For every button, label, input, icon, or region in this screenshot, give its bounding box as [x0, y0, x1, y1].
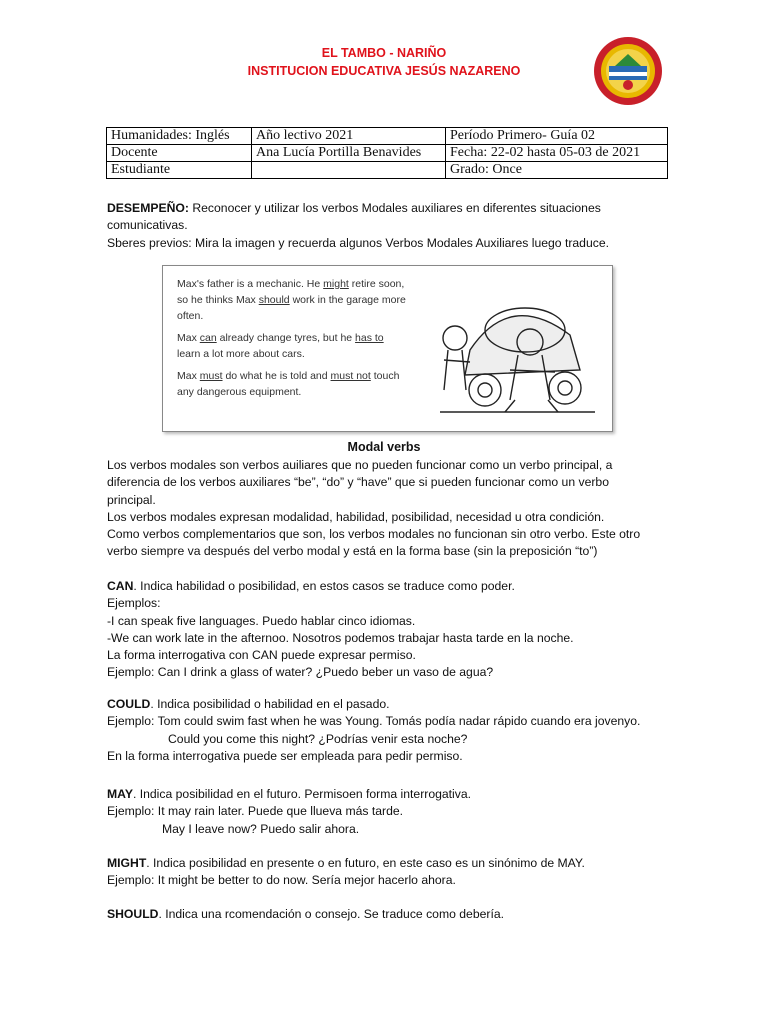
- school-name: INSTITUCION EDUCATIVA JESÚS NAZARENO: [247, 64, 521, 78]
- can-line: Ejemplos:: [107, 596, 161, 611]
- should-section: [107, 906, 504, 923]
- illustration-caption: [177, 276, 406, 406]
- could-line: En la forma interrogativa puede ser empleada para pedir permiso.: [107, 748, 463, 763]
- student-name-cell: [252, 162, 446, 179]
- fig-text: so he thinks Max: [177, 294, 259, 306]
- fig-text: often.: [177, 310, 204, 322]
- might-label: MIGHT: [107, 856, 147, 870]
- school-seal-logo: [593, 36, 663, 106]
- may-line: Ejemplo: It may rain later. Puede que llueva más tarde.: [107, 804, 404, 819]
- grade-cell: Grado: Once: [446, 162, 668, 179]
- date-cell: Fecha: 22-02 hasta 05-03 de 2021: [446, 145, 668, 162]
- fig-text: work in the garage more: [289, 294, 406, 306]
- fig-text: do what he is told and: [222, 370, 331, 382]
- student-label-cell: Estudiante: [107, 162, 252, 179]
- should-line: . Indica una rcomendación o consejo. Se traduce como debería.: [158, 907, 504, 921]
- performance-text-cont: comunicativas.: [107, 218, 188, 233]
- course-info-table: [106, 127, 668, 179]
- modal-verbs-intro: [107, 457, 640, 561]
- might-line: Ejemplo: It might be better to do now. Sería mejor hacerlo ahora.: [107, 873, 456, 888]
- school-location: EL TAMBO - NARIÑO: [321, 46, 447, 60]
- could-line: Could you come this night? ¿Podrías venir esta noche?: [168, 731, 468, 746]
- modal-word: has to: [355, 332, 384, 344]
- modal-word: can: [199, 332, 217, 344]
- can-line: . Indica habilidad o posibilidad, en estos casos se traduce como poder.: [133, 579, 515, 593]
- can-label: CAN: [107, 579, 134, 593]
- school-year-cell: Año lectivo 2021: [252, 128, 446, 145]
- could-label: COULD: [107, 697, 151, 711]
- should-label: SHOULD: [107, 907, 159, 921]
- fig-text: learn a lot more about cars.: [177, 348, 305, 360]
- intro-line: principal.: [107, 492, 156, 507]
- modal-word: might: [323, 278, 349, 290]
- modal-word: should: [258, 294, 290, 306]
- could-line: Ejemplo: Tom could swim fast when he was Young. Tomás podía nadar rápido cuando era jovenyo.: [107, 714, 641, 729]
- intro-line: diferencia de los verbos auxiliares “be”, “do” y “have” que si pueden funcionar como un verbo: [107, 475, 609, 490]
- can-line: La forma interrogativa con CAN puede expresar permiso.: [107, 648, 416, 663]
- can-line: -I can speak five languages. Puedo hablar cinco idiomas.: [107, 613, 416, 628]
- modal-word: must not: [330, 370, 371, 382]
- might-line: . Indica posibilidad en presente o en futuro, en este caso es un sinónimo de MAY.: [146, 856, 585, 870]
- teacher-name-cell: Ana Lucía Portilla Benavides: [252, 145, 446, 162]
- might-section: [107, 855, 585, 890]
- could-line: . Indica posibilidad o habilidad en el pasado.: [150, 697, 390, 711]
- performance-label: DESEMPEÑO:: [107, 201, 189, 215]
- intro-line: verbo siempre va después del verbo modal y está en la forma base (sin la preposición “to”): [107, 544, 598, 559]
- may-line: . Indica posibilidad en el futuro. Permisoen forma interrogativa.: [132, 787, 472, 801]
- fig-text: retire soon,: [348, 278, 405, 290]
- fig-text: already change tyres, but he: [216, 332, 356, 344]
- fig-text: touch: [370, 370, 400, 382]
- fig-text: any dangerous equipment.: [177, 386, 302, 398]
- performance-text: Reconocer y utilizar los verbos Modales auxiliares en diferentes situaciones: [188, 201, 601, 215]
- modal-word: must: [199, 370, 223, 382]
- may-label: MAY: [107, 787, 133, 801]
- may-line: May I leave now? Puedo salir ahora.: [162, 821, 360, 836]
- teacher-label-cell: Docente: [107, 145, 252, 162]
- period-cell: Período Primero- Guía 02: [446, 128, 668, 145]
- prior-knowledge-text: Sberes previos: Mira la imagen y recuerda algunos Verbos Modales Auxiliares luego traduce.: [107, 235, 609, 250]
- could-section: [107, 696, 640, 765]
- fig-text: Max: [177, 370, 200, 382]
- performance-paragraph: [107, 200, 609, 252]
- can-line: -We can work late in the afternoo. Nosotros podemos trabajar hasta tarde en la noche.: [107, 630, 574, 645]
- modal-verbs-title: Modal verbs: [347, 440, 421, 454]
- can-line: Ejemplo: Can I drink a glass of water? ¿Puedo beber un vaso de agua?: [107, 665, 494, 680]
- intro-line: Los verbos modales son verbos auiliares que no pueden funcionar como un verbo principal, a: [107, 458, 613, 472]
- may-section: [107, 786, 471, 838]
- subject-cell: Humanidades: Inglés: [107, 128, 252, 145]
- intro-line: Los verbos modales expresan modalidad, habilidad, posibilidad, necesidad u otra condición.: [107, 509, 605, 524]
- mechanic-cartoon-drawing: [430, 280, 600, 420]
- fig-text: Max's father is a mechanic. He: [177, 278, 324, 290]
- can-section: [107, 578, 574, 682]
- fig-text: Max: [177, 332, 200, 344]
- intro-line: Como verbos complementarios que son, los verbos modales no funcionan sin otro verbo. Este otro: [107, 527, 641, 542]
- modal-verbs-illustration: [162, 265, 613, 432]
